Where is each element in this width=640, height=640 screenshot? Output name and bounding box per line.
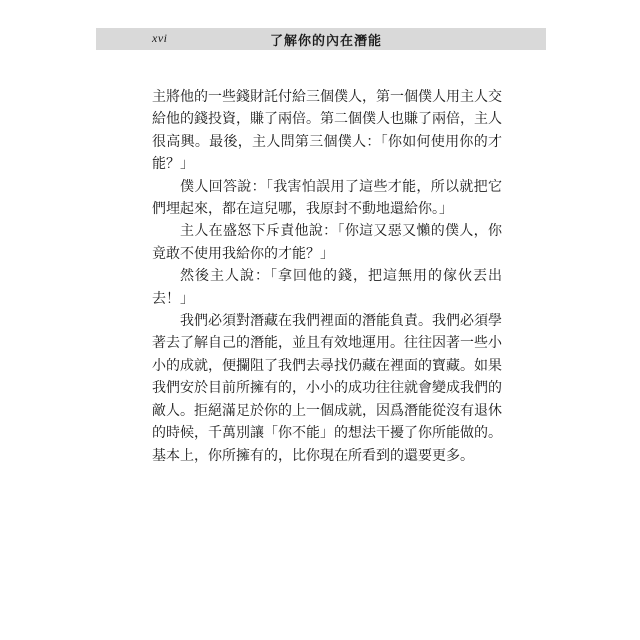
paragraph-continuation: 主將他的一些錢財託付給三個僕人，第一個僕人用主人交給他的錢投資，賺了兩倍。第二個僕人也賺了兩倍，主人很高興。最後，主人問第三個僕人：「你如何使用你的才能？」 <box>152 89 502 173</box>
paragraph-master-command: 然後主人說：「拿回他的錢，把這無用的傢伙丟出去！」 <box>152 268 502 307</box>
paragraph-master-rebuke: 主人在盛怒下斥責他說：「你這又惡又懶的僕人，你竟敢不使用我給你的才能？」 <box>152 223 502 262</box>
body-text <box>152 86 502 467</box>
running-title: 了解你的內在潛能 <box>270 34 383 49</box>
page-number: xvi <box>152 31 168 45</box>
paragraph-servant-reply: 僕人回答說：「我害怕誤用了這些才能，所以就把它們埋起來，都在這兒哪，我原封不動地還給你。」 <box>152 178 502 218</box>
paragraph-reflection: 我們必須對潛藏在我們裡面的潛能負責。我們必須學著去了解自己的潛能，並且有效地運用。往往因著一些小小的成就，便攔阻了我們去尋找仍藏在裡面的寶藏。如果我們安於目前所擁有的，小小的成功往往就會變成我們的敵人。拒絕滿足於你的上一個成就，因爲潛能從沒有退休的時候，千萬別讓「你不能」的想法干擾了你所能做的。基本上，你所擁有的，比你現在所看到的還要更多。 <box>152 313 502 464</box>
